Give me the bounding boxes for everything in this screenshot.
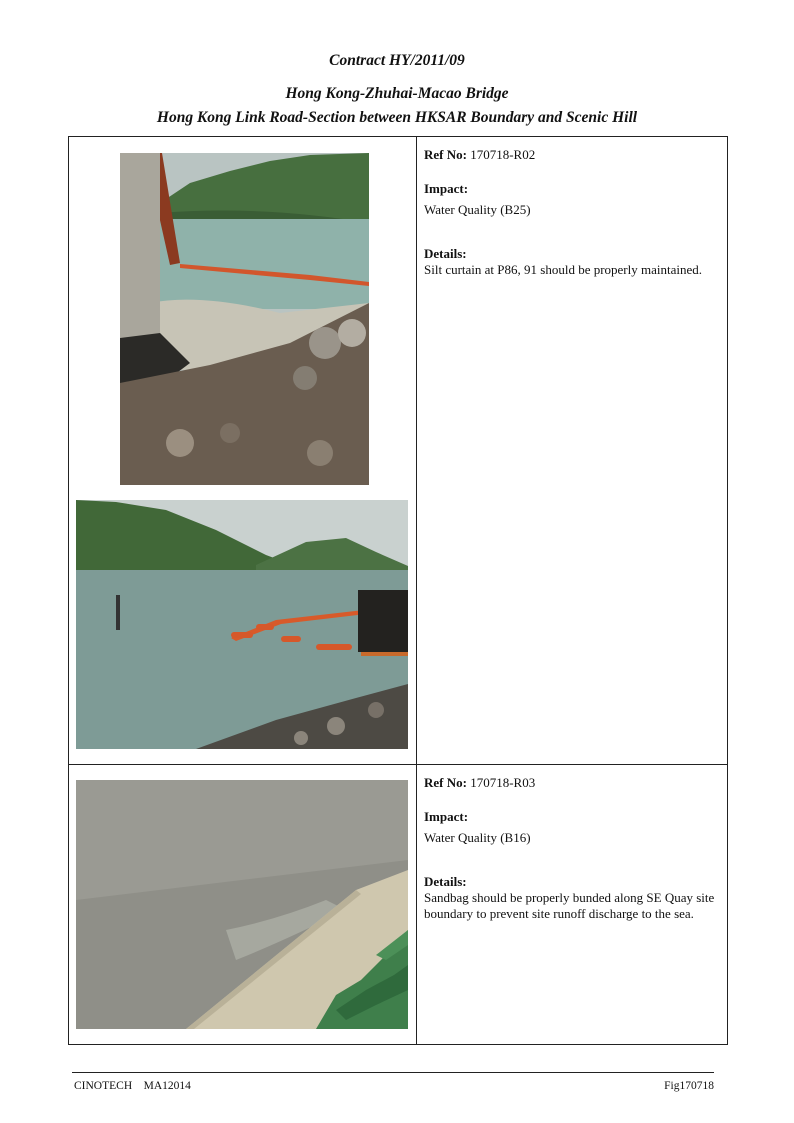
site-photo-silt-curtain-excavator	[120, 153, 369, 485]
impact-value: Water Quality (B16)	[424, 830, 531, 845]
ref-label: Ref No:	[424, 147, 467, 162]
details-label: Details:	[424, 246, 467, 261]
photo-image	[76, 500, 408, 749]
ref-line	[424, 775, 719, 791]
ref-value: 170718-R02	[470, 147, 536, 162]
site-photo-sandbag-quay	[76, 780, 408, 1029]
contract-title: Contract HY/2011/09	[329, 52, 465, 69]
ref-line	[424, 147, 719, 163]
section-title: Hong Kong Link Road-Section between HKSAR Boundary and Scenic Hill	[156, 109, 638, 126]
info-cell	[417, 137, 728, 765]
info-cell	[417, 765, 728, 1045]
project-title: Hong Kong-Zhuhai-Macao Bridge	[285, 85, 509, 102]
photo-image	[120, 153, 369, 485]
ref-value: 170718-R03	[470, 775, 536, 790]
photo-image	[76, 780, 408, 1029]
details-value: Silt curtain at P86, 91 should be properly maintained.	[424, 262, 703, 277]
photo-cell	[69, 137, 417, 765]
ref-label: Ref No:	[424, 775, 467, 790]
observation-table	[68, 136, 728, 1045]
footer-figure-number: Fig170718	[664, 1080, 714, 1092]
table-row	[69, 765, 728, 1045]
table-row	[69, 137, 728, 765]
footer-divider	[72, 1072, 714, 1073]
site-photo-silt-curtain-bay	[76, 500, 408, 749]
impact-label: Impact:	[424, 181, 469, 196]
impact-value: Water Quality (B25)	[424, 202, 531, 217]
photo-cell	[69, 765, 417, 1045]
details-value: Sandbag should be properly bunded along SE Quay site boundary to prevent site runoff discharge to the sea.	[424, 890, 715, 921]
details-label: Details:	[424, 874, 467, 889]
impact-label: Impact:	[424, 809, 469, 824]
footer-company: CINOTECH MA12014	[74, 1080, 191, 1092]
